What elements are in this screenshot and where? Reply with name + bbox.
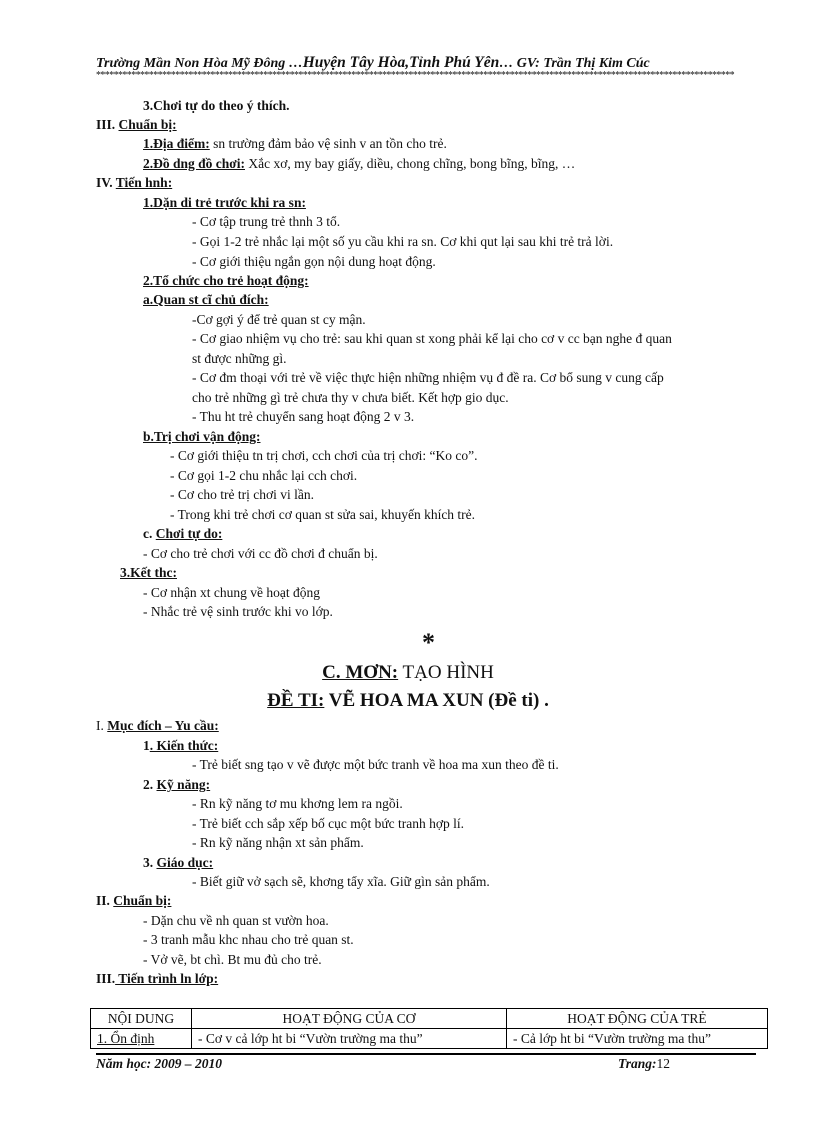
section-iv: IV. Tiến hnh: bbox=[96, 175, 173, 190]
table-row bbox=[91, 1029, 768, 1049]
subheading-skills: 2. Kỹ năng: bbox=[143, 777, 211, 792]
text-line: - Rn kỹ năng tơ mu khơng lem ra ngồi. bbox=[192, 796, 403, 811]
table-header-teacher: HOẠT ĐỘNG CỦA CƠ bbox=[192, 1009, 507, 1029]
text-line: - Trẻ biết sng tạo v vẽ được một bức tranh về hoa ma xun theo đề ti. bbox=[192, 757, 559, 772]
subheading-3: 3.Kết thc: bbox=[120, 565, 177, 580]
lesson-plan-table bbox=[90, 1008, 768, 1049]
text-line: - Cơ giao nhiệm vụ cho trẻ: sau khi quan st xong phải kể lại cho cơ v cc bạn nghe đ quan bbox=[192, 331, 672, 346]
text-line: - Thu ht trẻ chuyển sang hoạt động 2 v 3. bbox=[192, 409, 415, 424]
table-cell: 1. Ổn định bbox=[91, 1029, 192, 1049]
subject-title: C. MƠN: TẠO HÌNH bbox=[322, 662, 494, 683]
text-line: - Cơ giới thiệu ngắn gọn nội dung hoạt động. bbox=[192, 254, 436, 269]
text-line: - Dặn chu về nh quan st vườn hoa. bbox=[143, 913, 329, 928]
text-line: - Nhắc trẻ vệ sinh trước khi vo lớp. bbox=[143, 604, 333, 619]
text-line: - Cơ nhận xt chung về hoạt động bbox=[143, 585, 320, 600]
text-line: - Vở vẽ, bt chì. Bt mu đủ cho trẻ. bbox=[143, 952, 322, 967]
text-line: - Trẻ biết cch sắp xếp bố cục một bức tranh hợp lí. bbox=[192, 816, 465, 831]
text-line: - Cơ gọi 1-2 chu nhắc lại cch chơi. bbox=[170, 468, 358, 483]
subheading-c: c. Chơi tự do: bbox=[143, 526, 223, 541]
text-line: - 3 tranh mẫu khc nhau cho trẻ quan st. bbox=[143, 932, 354, 947]
header-teacher: … GV: Trần Thị Kim Cúc bbox=[499, 56, 650, 71]
line-free-play: 3.Chơi tự do theo ý thích. bbox=[143, 98, 290, 113]
subheading-b: b.Trị chơi vận động: bbox=[143, 429, 261, 444]
text-line: - Gọi 1-2 trẻ nhắc lại một số yu cầu khi ra sn. Cơ khi qut lại sau khi trẻ trả lời. bbox=[192, 234, 614, 249]
subheading-1: 1.Dặn di trẻ trước khi ra sn: bbox=[143, 195, 306, 210]
text-line: st được những gì. bbox=[192, 351, 287, 366]
text-line: -Cơ gợi ý để trẻ quan st cy mận. bbox=[192, 312, 366, 327]
section-separator-star: * bbox=[422, 628, 435, 657]
text-line: - Cơ giới thiệu tn trị chơi, cch chơi của trị chơi: “Ko co”. bbox=[170, 448, 478, 463]
table-cell: - Cơ v cả lớp ht bi “Vườn trường ma thu” bbox=[192, 1029, 507, 1049]
section-ii: II. Chuẩn bị: bbox=[96, 893, 172, 908]
line-location: 1.Địa điểm: sn trường đảm bảo vệ sinh v an tồn cho trẻ. bbox=[143, 136, 447, 151]
text-line: - Cơ cho trẻ trị chơi vi lần. bbox=[170, 487, 314, 502]
text-line: - Cơ cho trẻ chơi với cc đồ chơi đ chuẩn bị. bbox=[143, 546, 378, 561]
page-header bbox=[96, 54, 756, 72]
subheading-education: 3. Giáo dục: bbox=[143, 855, 214, 870]
table-header-row bbox=[91, 1009, 768, 1029]
page-number: 12 bbox=[656, 1056, 671, 1071]
text-line: - Cơ tập trung trẻ thnh 3 tổ. bbox=[192, 214, 341, 229]
footer-page: Trang:12 bbox=[618, 1056, 671, 1071]
header-star-rule: ************************************************************************************************************************************************* bbox=[96, 71, 735, 81]
text-line: - Rn kỹ năng nhận xt sản phẩm. bbox=[192, 835, 364, 850]
table-cell: - Cả lớp ht bi “Vườn trường ma thu” bbox=[507, 1029, 768, 1049]
section-i: I. Mục đích – Yu cầu: bbox=[96, 718, 219, 733]
text-line: - Cơ đm thoại với trẻ về việc thực hiện những nhiệm vụ đ đề ra. Cơ bổ sung v cung cấp bbox=[192, 370, 664, 385]
subheading-a: a.Quan st cĩ chủ đích: bbox=[143, 292, 269, 307]
footer-school-year: Năm học: 2009 – 2010 bbox=[96, 1056, 222, 1071]
header-district: Huyện Tây Hòa,Tỉnh Phú Yên bbox=[302, 54, 500, 71]
section-iii: III. Chuẩn bị: bbox=[96, 117, 177, 132]
subheading-knowledge: 1. Kiến thức: bbox=[143, 738, 219, 753]
header-school: Trường Mần Non Hòa Mỹ Đông … bbox=[96, 56, 303, 71]
footer-rule bbox=[96, 1053, 756, 1055]
text-line: - Trong khi trẻ chơi cơ quan st sửa sai, khuyến khích trẻ. bbox=[170, 507, 476, 522]
text-line: - Biết giữ vở sạch sẽ, khơng tẩy xĩa. Giữ gìn sản phẩm. bbox=[192, 874, 490, 889]
table-header-content: NỘI DUNG bbox=[91, 1009, 192, 1029]
table-header-children: HOẠT ĐỘNG CỦA TRẺ bbox=[507, 1009, 768, 1029]
text-line: cho trẻ những gì trẻ chưa thy v chưa biết. Kết hợp gio dục. bbox=[192, 390, 509, 405]
subheading-2: 2.Tổ chức cho trẻ hoạt động: bbox=[143, 273, 309, 288]
topic-title: ĐỀ TI: VẼ HOA MA XUN (Đề ti) . bbox=[267, 690, 549, 711]
section-iii-plan: III. Tiến trình ln lớp: bbox=[96, 971, 219, 986]
line-toys: 2.Đồ dng đồ chơi: Xắc xơ, my bay giấy, diều, chong chĩng, bong bĩng, bĩng, … bbox=[143, 156, 576, 171]
